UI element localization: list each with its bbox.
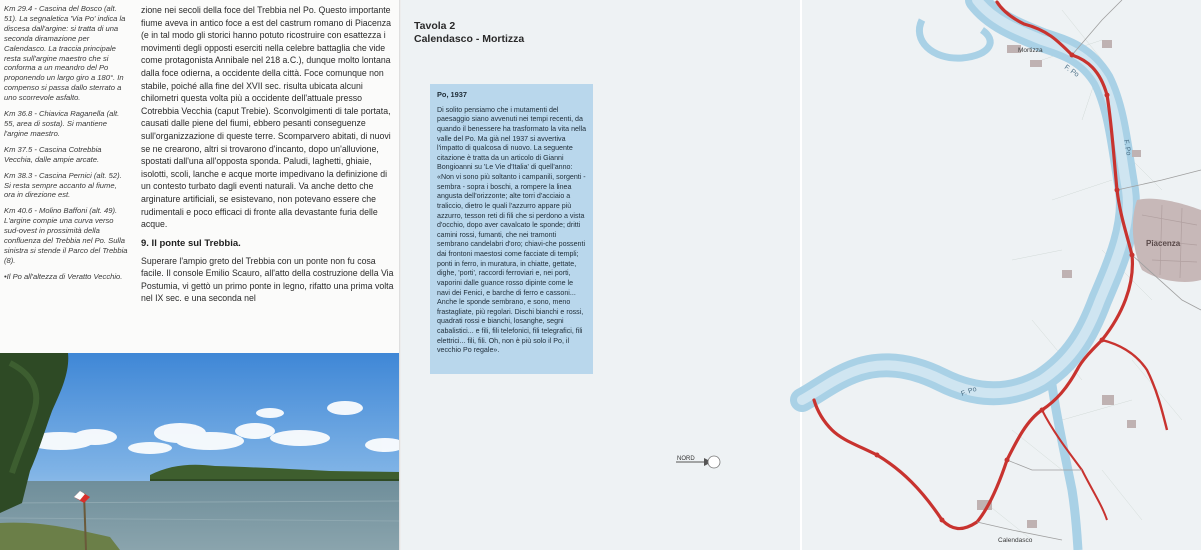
- sidenotes-column: [4, 4, 128, 288]
- infobox-text: Di solito pensiamo che i mutamenti del paesaggio siano avvenuti nei tempi recenti, da quando il benessere ha trasformato la vita nella valle del Po. Ma già nel 1937 si avvertiva l'impatto di qualcosa di nuovo. La seguente citazione è tratta da un articolo di Gianni Bongioanni su 'Le Vie d'Italia' di quell'anno: «Non vi sono più soltanto i campanili, sorgenti - sembra - sopra i boschi, a rompere la linea angusta dell'orizzonte; alte torri d'acciaio a traliccio, dietro le quali l'azzurro appare più azzurro, tesson reti di fili che si perdono a vista d'occhio, dopo aver cavalcato le sponde; dritti camini rossi, fumanti, che nei tramonti sembrano candelabri d'oro; chiavi-che possenti dai frontoni maestosi come facciate di templi; ponti in ferro, in muratura, in chiatte, gettate, dighe, 'porti', raccordi ferroviari e, nei porti, vaporini dalle guance rosso dipinte come le navi dei Fenici, e barche di ferro e cassoni... Anche le sponde sembrano, e sono, meno frastagliate, più regolari. Dischi bianchi e rossi, quadrati rossi e bianchi, losanghe, segni cabalistici... e fili, fili telefonici, fili telegrafici, fili elettrici... fili, fili. Oh, non è più solo il Po, il vecchio Po regale».: [437, 105, 587, 355]
- north-label: NORD: [677, 456, 695, 462]
- map-title-line-1: Tavola 2: [414, 20, 456, 32]
- river-photo-image: [0, 353, 400, 550]
- left-page: [0, 0, 400, 550]
- north-arrow-icon: [674, 452, 724, 472]
- place-label-mortizza: Mortizza: [1018, 47, 1043, 54]
- quote-infobox: [430, 84, 593, 374]
- map-title-line-2: Calendasco - Mortizza: [414, 33, 525, 45]
- infobox-title: Po, 1937: [437, 90, 467, 99]
- main-paragraph-2: Superare l'ampio greto del Trebbia con un ponte non fu cosa facile. Il console Emilio Scauro, all'atto della costruzione della Via Postumia, vi gettò un primo ponte in legno, rifatto una prima volta nel IX sec. e una seconda nel: [141, 255, 394, 304]
- sidenote-km-36-8: Km 36.8 - Chiavica Raganella (alt. 55, area di sosta). Si mantiene l'argine maestro.: [4, 109, 120, 138]
- river-label-po-3: F. Po: [1122, 139, 1132, 157]
- sidenote-km-29-4: Km 29.4 - Cascina del Bosco (alt. 51). La segnaletica 'Via Po' indica la discesa dall'argine: si tratta di una seconda diramazione per Calendasco. La traccia principale resta sull'argine maestro che si conforma a un meandro del Po proponendo un largo giro a 180°. In compenso si passa dallo sterrato a uno scorrevole asfalto.: [4, 4, 126, 103]
- river-photo: [0, 353, 400, 550]
- main-text-column: [141, 4, 394, 305]
- sidenote-km-37-5: Km 37.5 - Cascina Cotrebbia Vecchia, dalle ampie arcate.: [4, 144, 102, 164]
- main-paragraph-1: zione nei secoli della foce del Trebbia nel Po. Questo importante fiume aveva in antico foce a est del castrum romano di Piacenza (e in tal modo gli storici hanno potuto ricostruire con esattezza i movimenti degli opposti eserciti nella celebre battaglia che vide come protagonista Annibale nel 218 a.C.), dunque molto lontana dalla foce odierna, a occidente della città. Foce comunque non stabile, poiché alla fine del XVII sec. risulta ubicata alcuni chilometri questa volta più a occidente dell'attuale presso Cotrebbia Vecchia (caput Trebie). Sconvolgimenti di tale portata, causati dalle piene del fiumi, ebbero pesanti conseguenze sull'organizzazione di queste terre. Scomparvero abitati, di nuovi se ne crearono, altri si trovarono d'incanto, dopo un'alluvione, spostati dall'una all'opposta sponda. Paludi, laghetti, ghiaie, isolotti, scoli, lanche e acque morte impedivano la definizione di un contesto turbato dagli eventi naturali. Va anche detto che arginature artificiali, se esistevano, non potevano essere che rudimentali e poco efficaci di fronte alla devastante furia delle acque.: [141, 5, 391, 230]
- map-illustration: [802, 0, 1201, 550]
- place-label-piacenza: Piacenza: [1146, 239, 1181, 248]
- sidenote-km-38-3: Km 38.3 - Cascina Pernici (alt. 52). Si resta sempre accanto al fiume, ora in direzione est.: [4, 170, 122, 200]
- north-arrow: [674, 452, 724, 472]
- place-label-calendasco: Calendasco: [998, 537, 1033, 544]
- map-title-block: [414, 20, 524, 46]
- river-label-po-2: F. Po: [960, 385, 978, 398]
- photo-caption: •Il Po all'altezza di Veratto Vecchio.: [4, 271, 123, 281]
- river-label-po-1: F. Po: [1062, 63, 1080, 79]
- sidenote-km-40-6: Km 40.6 - Molino Baffoni (alt. 49). L'argine compie una curva verso sud-ovest in prossimità della confluenza del Trebbia nel Po. Sulla sinistra si stende il Parco del Trebbia (8).: [4, 206, 128, 265]
- section-heading: 9. Il ponte sul Trebbia.: [141, 237, 241, 249]
